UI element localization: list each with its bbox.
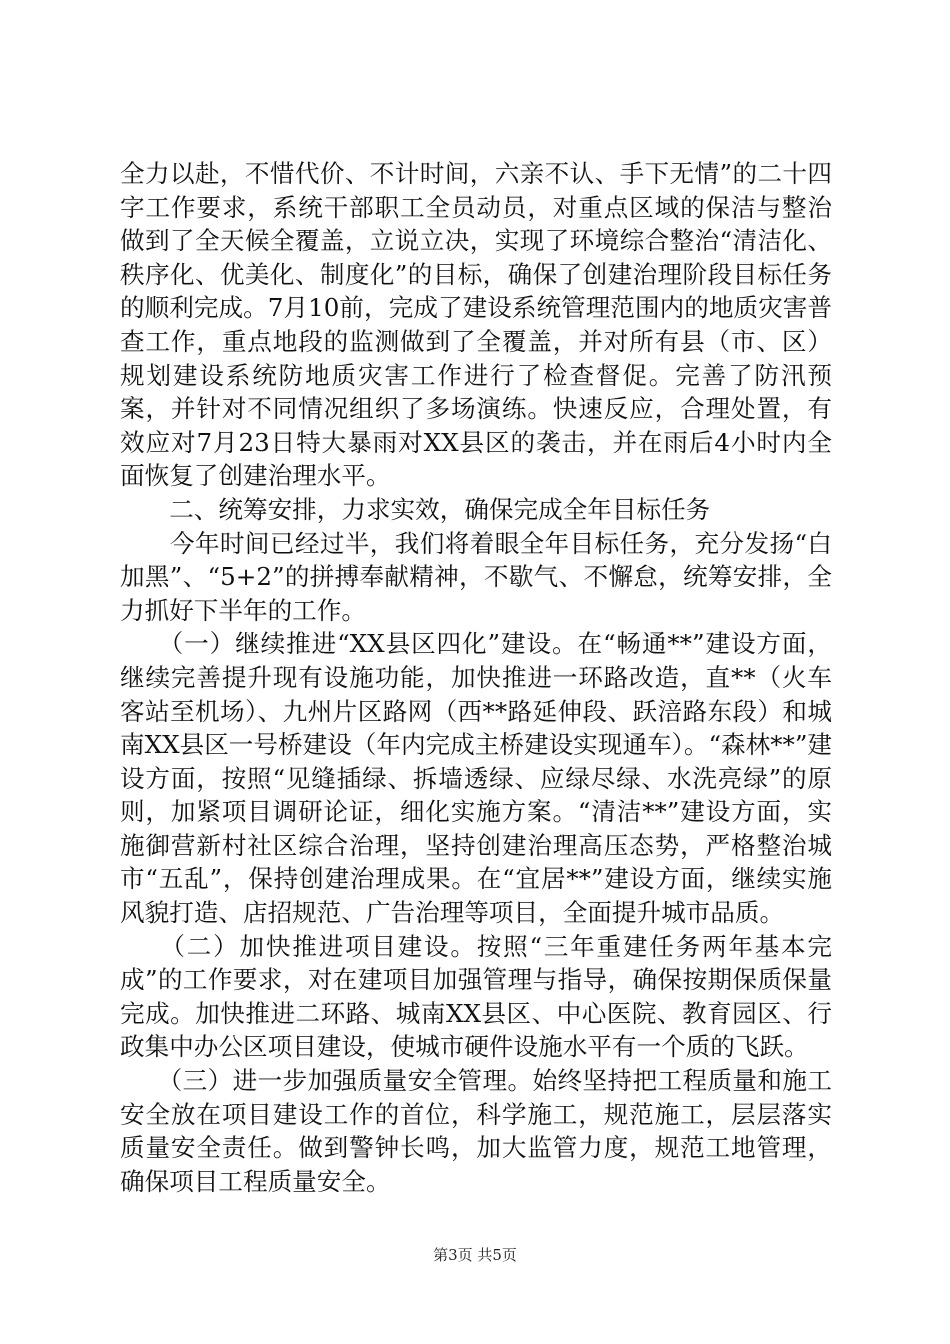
page-footer: 第3页 共5页: [433, 1246, 517, 1264]
paragraph-6: （三）进一步加强质量安全管理。始终坚持把工程质量和施工安全放在项目建设工作的首位，科学施工，规范施工，层层落实质量安全责任。做到警钟长鸣，加大监管力度，规范工地管理，确保项目工程质量安全。: [120, 1066, 832, 1196]
paragraph-4: （一）继续推进“XX县区四化”建设。在“畅通**”建设方面，继续完善提升现有设施功能，加快推进一环路改造，直**（火车客站至机场）、九州片区路网（西**路延伸段、跃涪路东段）和城南XX县区一号桥建设（年内完成主桥建设实现通车）。“森林**”建设方面，按照“见缝插绿、拆墙透绿、应绿尽绿、水洗亮绿”的原则，加紧项目调研论证，细化实施方案。“清洁**”建设方面，实施御营新村社区综合治理，坚持创建治理高压态势，严格整治城市“五乱”，保持创建治理成果。在“宜居**”建设方面，继续实施风貌打造、店招规范、广告治理等项目，全面提升城市品质。: [120, 629, 832, 928]
document-body: [120, 157, 832, 1198]
paragraph-5: （二）加快推进项目建设。按照“三年重建任务两年基本完成”的工作要求，对在建项目加强管理与指导，确保按期保质保量完成。加快推进二环路、城南XX县区、中心医院、教育园区、行政集中办公区项目建设，使城市硬件设施水平有一个质的飞跃。: [120, 931, 832, 1062]
paragraph-1: 全力以赴，不惜代价、不计时间，六亲不认、手下无情”的二十四字工作要求，系统干部职工全员动员，对重点区域的保洁与整治做到了全天候全覆盖，立说立决，实现了环境综合整治“清洁化、秩序化、优美化、制度化”的目标，确保了创建治理阶段目标任务的顺利完成。7月10前，完成了建设系统管理范围内的地质灾害普查工作，重点地段的监测做到了全覆盖，并对所有县（市、区）规划建设系统防地质灾害工作进行了检查督促。完善了防汛预案，并针对不同情况组织了多场演练。快速反应，合理处置，有效应对7月23日特大暴雨对XX县区的袭击，并在雨后4小时内全面恢复了创建治理水平。: [120, 159, 832, 491]
section-heading-2: 二、统筹安排，力求实效，确保完成全年目标任务: [120, 494, 711, 524]
paragraph-3: 今年时间已经过半，我们将着眼全年目标任务，充分发扬“白加黑”、“5+2”的拼搏奉献精神，不歇气、不懈怠，统筹安排，全力抓好下半年的工作。: [120, 528, 832, 625]
